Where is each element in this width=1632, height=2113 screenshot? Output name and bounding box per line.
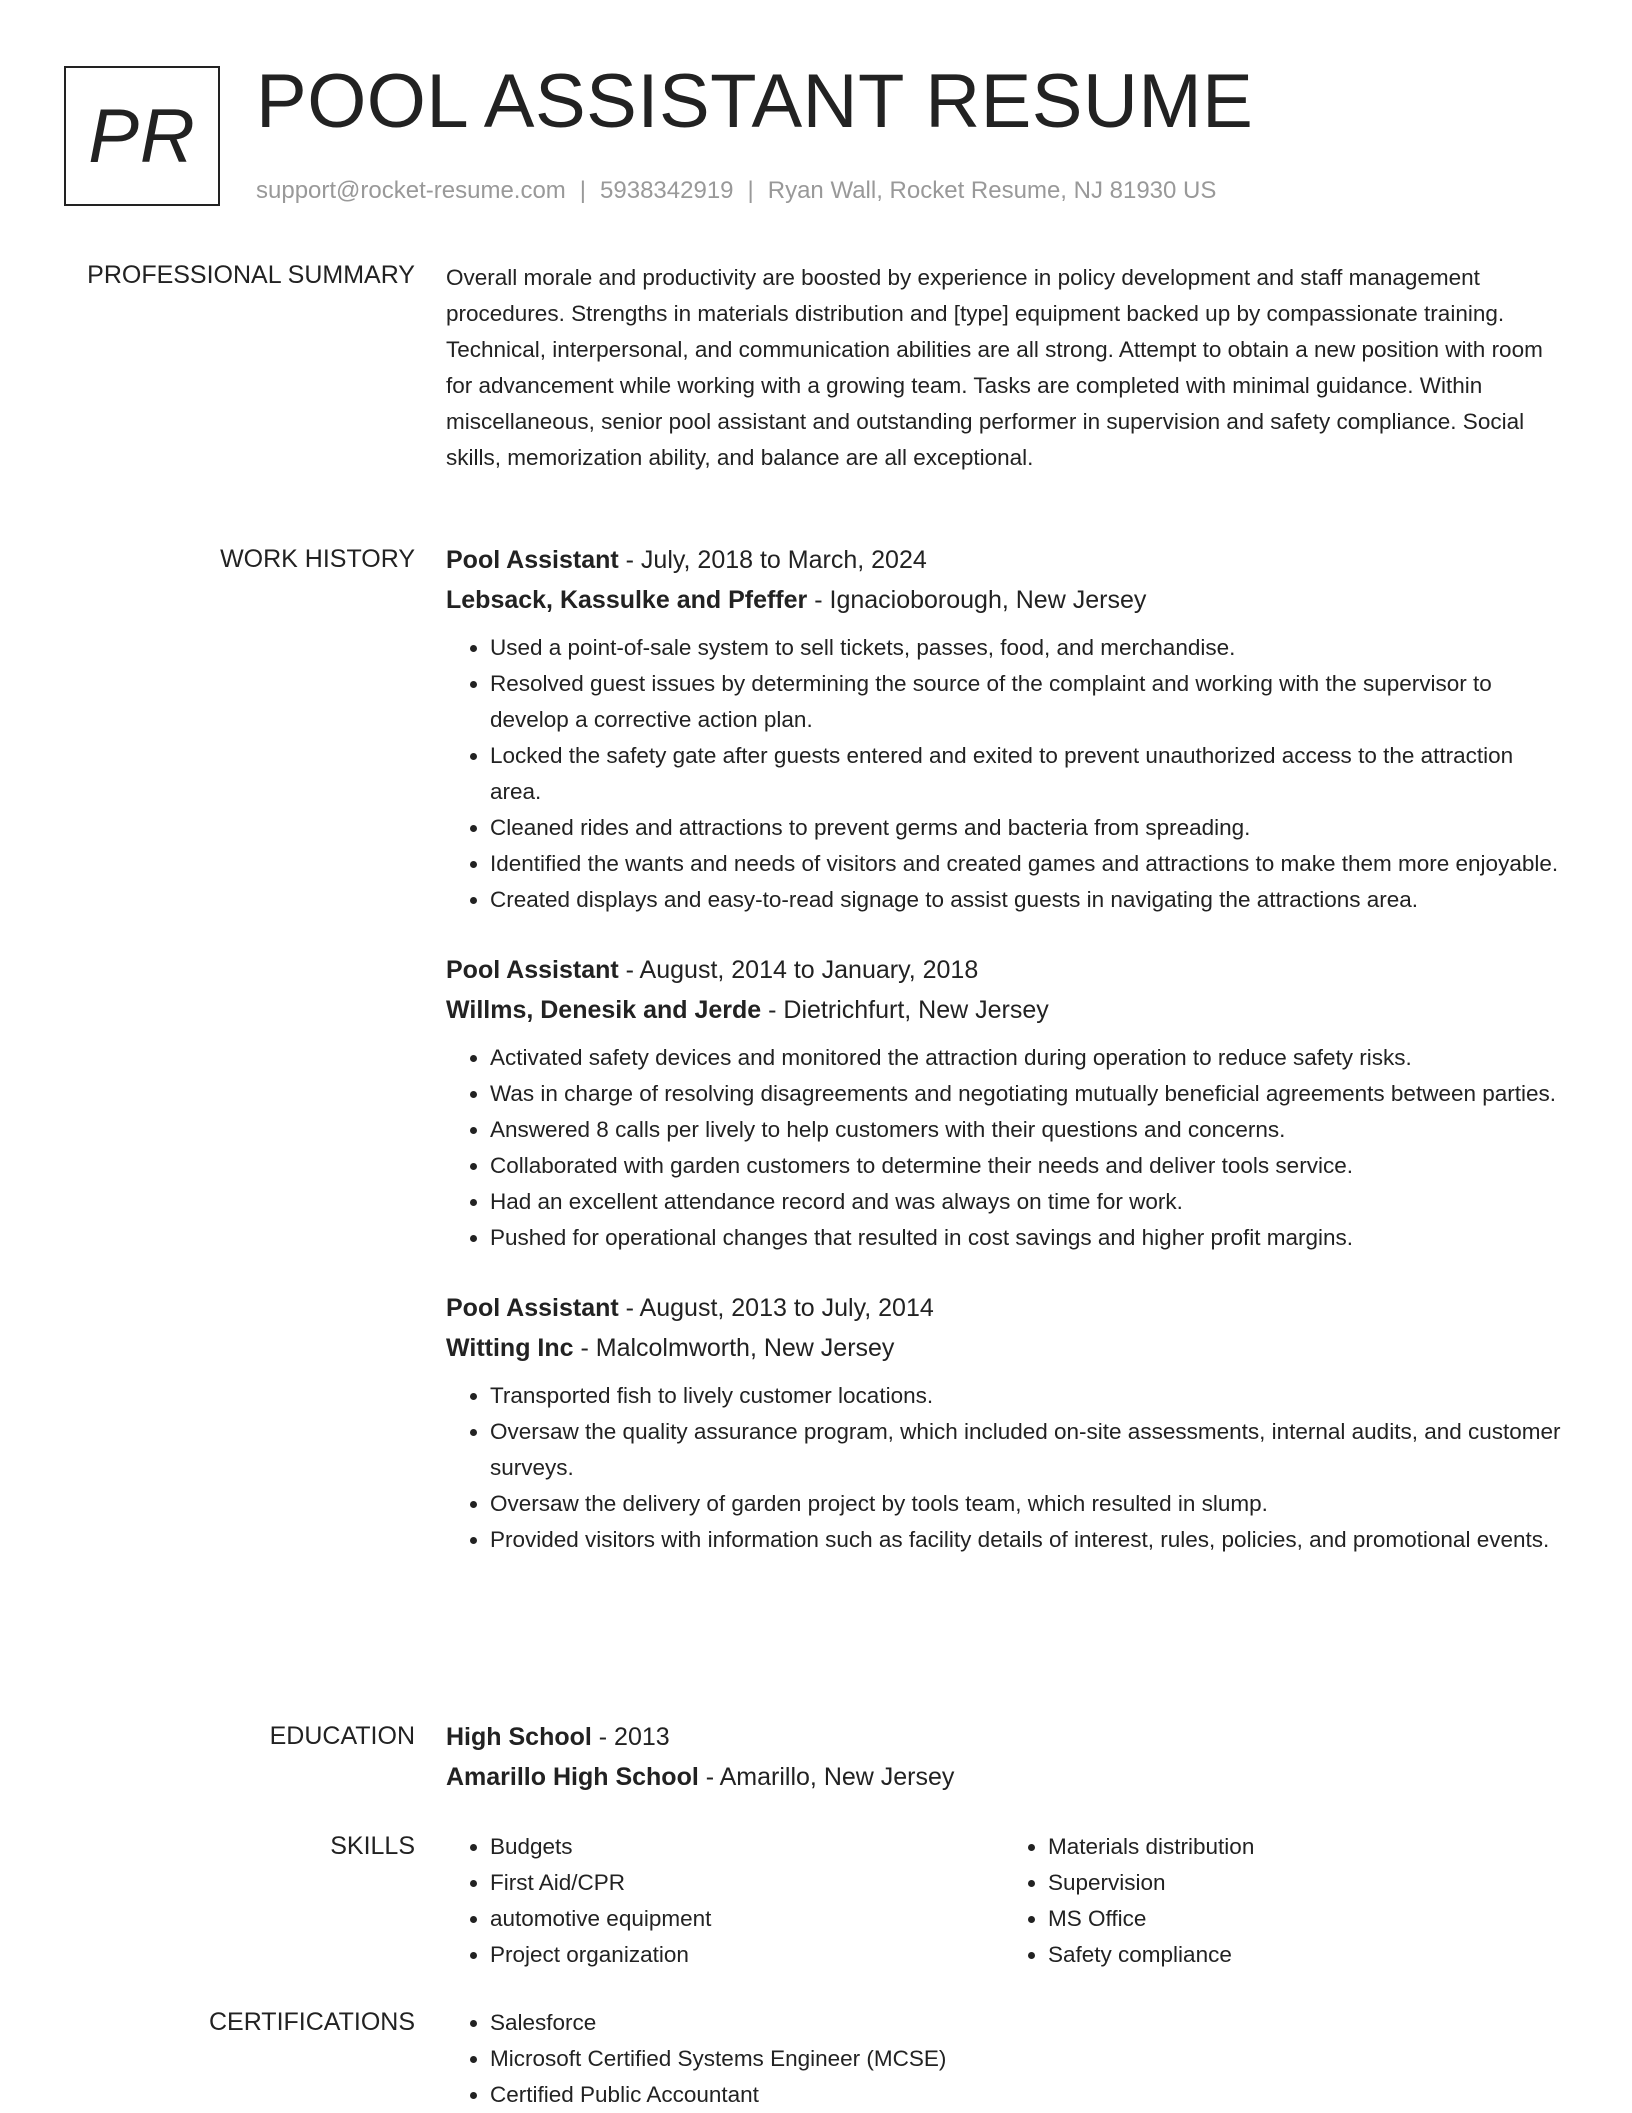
job-dates: - August, 2013 to July, 2014 xyxy=(618,1294,934,1322)
job-bullet: • Locked the safety gate after guests entered and exited to prevent unauthorized access to the attraction area. xyxy=(490,738,1562,810)
job-bullet: • Answered 8 calls per lively to help customers with their questions and concerns. xyxy=(490,1112,1562,1148)
skills-content xyxy=(446,1829,1562,1973)
section-label-work-history: WORK HISTORY xyxy=(220,545,415,573)
education-year: - 2013 xyxy=(591,1723,670,1751)
job-bullet: • Activated safety devices and monitored the attraction during operation to reduce safety risks. xyxy=(490,1040,1562,1076)
job-bullets xyxy=(446,630,1562,918)
skill-item: • Materials distribution xyxy=(1048,1829,1562,1865)
job-dates: - August, 2014 to January, 2018 xyxy=(618,956,979,984)
section-label-certifications: CERTIFICATIONS xyxy=(208,2008,415,2036)
section-label-skills: SKILLS xyxy=(330,1832,415,1860)
skills-grid xyxy=(446,1829,1562,1973)
job-location: - Dietrichfurt, New Jersey xyxy=(761,996,1049,1024)
job-entry xyxy=(446,952,1562,1256)
job-bullet: • Resolved guest issues by determining the source of the complaint and working with the supervisor to develop a corrective action plan. xyxy=(490,666,1562,738)
job-entry xyxy=(446,542,1562,918)
job-bullet: • Oversaw the delivery of garden project by tools team, which resulted in slump. xyxy=(490,1486,1562,1522)
contact-line xyxy=(256,176,1216,206)
certifications-content xyxy=(446,2005,1562,2113)
job-bullet: • Provided visitors with information such as facility details of interest, rules, policies, and promotional events. xyxy=(490,1522,1562,1558)
education-degree: High School xyxy=(446,1723,592,1751)
job-bullet: • Cleaned rides and attractions to prevent germs and bacteria from spreading. xyxy=(490,810,1562,846)
education-degree-line xyxy=(446,1719,1562,1755)
certification-item: • Salesforce xyxy=(490,2005,1562,2041)
work-history-content xyxy=(446,542,1562,1592)
skill-item: • MS Office xyxy=(1048,1901,1562,1937)
job-bullet: • Identified the wants and needs of visitors and created games and attractions to make them more enjoyable. xyxy=(490,846,1562,882)
monogram-logo: PR xyxy=(64,66,220,206)
job-bullet: • Oversaw the quality assurance program, which included on-site assessments, internal audits, and customer surveys. xyxy=(490,1414,1562,1486)
job-company: Willms, Denesik and Jerde xyxy=(446,996,762,1024)
job-header xyxy=(446,952,1562,988)
job-title: Pool Assistant xyxy=(446,956,619,984)
skill-item: • Project organization xyxy=(490,1937,1004,1973)
job-company: Witting Inc xyxy=(446,1334,574,1362)
skill-item: • First Aid/CPR xyxy=(490,1865,1004,1901)
page-title: POOL ASSISTANT RESUME xyxy=(256,59,1254,144)
education-location: - Amarillo, New Jersey xyxy=(698,1763,955,1791)
certification-item: • Certified Public Accountant xyxy=(490,2077,1562,2113)
job-employer xyxy=(446,1330,1562,1366)
job-title: Pool Assistant xyxy=(446,546,619,574)
job-location: - Malcolmworth, New Jersey xyxy=(573,1334,895,1362)
job-employer xyxy=(446,582,1562,618)
job-bullet: • Transported fish to lively customer locations. xyxy=(490,1378,1562,1414)
contact-address: Ryan Wall, Rocket Resume, NJ 81930 US xyxy=(767,177,1217,204)
skills-list-right xyxy=(1004,1829,1562,1973)
summary-text: Overall morale and productivity are boosted by experience in policy development and staff management procedures. Strengths in materials distribution and [type] equipment backed up by compassionate training. Technical, interpersonal, and communication abilities are all strong. Attempt to obtain a new position with room for advancement while working with a growing team. Tasks are completed with minimal guidance. Within miscellaneous, senior pool assistant and outstanding performer in supervision and safety compliance. Social skills, memorization ability, and balance are all exceptional. xyxy=(446,265,1543,470)
job-bullets xyxy=(446,1040,1562,1256)
education-content xyxy=(446,1719,1562,1807)
certifications-list xyxy=(446,2005,1562,2113)
job-bullet: • Used a point-of-sale system to sell tickets, passes, food, and merchandise. xyxy=(490,630,1562,666)
job-entry xyxy=(446,1290,1562,1558)
job-bullet: • Collaborated with garden customers to determine their needs and deliver tools service. xyxy=(490,1148,1562,1184)
job-dates: - July, 2018 to March, 2024 xyxy=(618,546,927,574)
skills-list-left xyxy=(446,1829,1004,1973)
job-bullet: • Had an excellent attendance record and was always on time for work. xyxy=(490,1184,1562,1220)
skill-item: • Supervision xyxy=(1048,1865,1562,1901)
skill-item: • automotive equipment xyxy=(490,1901,1004,1937)
job-location: - Ignacioborough, New Jersey xyxy=(807,586,1147,614)
summary-content xyxy=(446,260,1562,476)
job-company: Lebsack, Kassulke and Pfeffer xyxy=(446,586,808,614)
contact-phone[interactable]: 5938342919 xyxy=(600,177,734,204)
skill-item: • Budgets xyxy=(490,1829,1004,1865)
contact-email[interactable]: support@rocket-resume.com xyxy=(256,177,566,204)
job-header xyxy=(446,1290,1562,1326)
job-bullets xyxy=(446,1378,1562,1558)
education-school-line xyxy=(446,1759,1562,1795)
contact-separator: | xyxy=(579,177,587,204)
job-bullet: • Pushed for operational changes that resulted in cost savings and higher profit margins. xyxy=(490,1220,1562,1256)
job-bullet: • Was in charge of resolving disagreements and negotiating mutually beneficial agreements between parties. xyxy=(490,1076,1562,1112)
certification-item: • Microsoft Certified Systems Engineer (MCSE) xyxy=(490,2041,1562,2077)
job-employer xyxy=(446,992,1562,1028)
education-school: Amarillo High School xyxy=(446,1763,699,1791)
skill-item: • Safety compliance xyxy=(1048,1937,1562,1973)
contact-separator: | xyxy=(747,177,754,204)
section-label-education: EDUCATION xyxy=(269,1722,415,1750)
job-title: Pool Assistant xyxy=(446,1294,619,1322)
job-bullet: • Created displays and easy-to-read signage to assist guests in navigating the attractions area. xyxy=(490,882,1562,918)
section-label-summary: PROFESSIONAL SUMMARY xyxy=(87,261,415,289)
job-header xyxy=(446,542,1562,578)
